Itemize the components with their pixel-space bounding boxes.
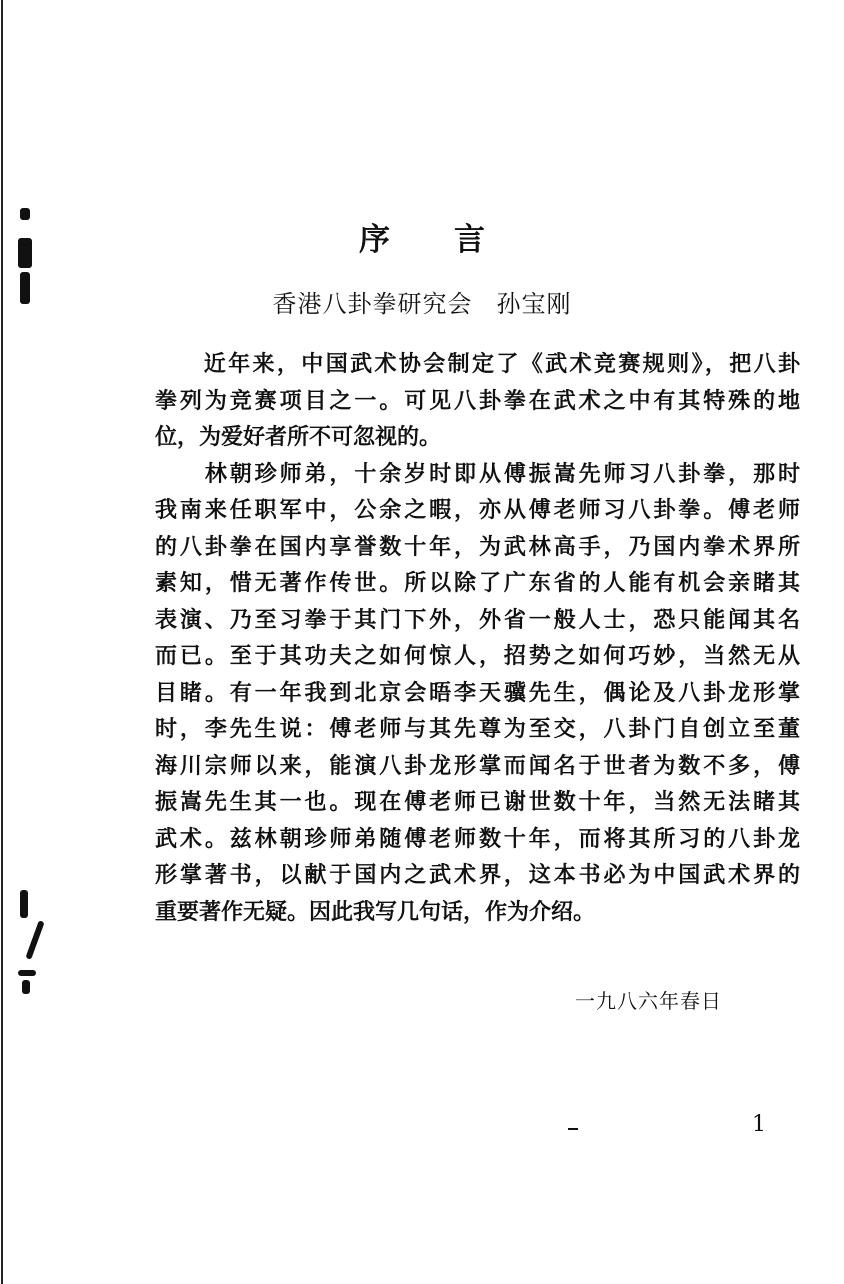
- binding-mark: [18, 970, 36, 976]
- footer-dash: [568, 1128, 578, 1130]
- title-left: 序: [359, 222, 390, 258]
- page-number: 1: [752, 1112, 766, 1137]
- author-line: [0, 284, 844, 319]
- text-line: 的八卦拳在国内享誉数十年，为武林高手，乃国内拳术界所: [155, 533, 800, 560]
- text-line: 近年来，中国武术协会制定了《武术竞赛规则》，把八卦: [155, 351, 800, 377]
- author-name: 孙宝刚: [496, 290, 572, 318]
- text-line: 武术。兹林朝珍师弟随傅老师数十年，而将其所习的八卦龙: [155, 825, 800, 852]
- page-edge: [1, 0, 3, 1284]
- text-line: 时，李先生说：傅老师与其先尊为至交，八卦门自创立至董: [155, 716, 800, 742]
- text-line: 拳列为竞赛项目之一。可见八卦拳在武术之中有其特殊的地: [155, 387, 800, 414]
- text-line: 林朝珍师弟，十余岁时即从傅振嵩先师习八卦拳，那时: [155, 460, 800, 487]
- text-line: 我南来任职军中，公余之暇，亦从傅老师习八卦拳。傅老师: [155, 497, 800, 523]
- text-line: 而已。至于其功夫之如何惊人，招势之如何巧妙，当然无从: [155, 643, 800, 669]
- text-line: 位，为爱好者所不可忽视的。: [155, 424, 442, 450]
- binding-mark: [20, 890, 28, 918]
- binding-mark: [25, 920, 44, 960]
- text-line: 素知，惜无著作传世。所以除了广东省的人能有机会亲睹其: [155, 570, 800, 596]
- page-title: [0, 214, 844, 259]
- binding-marks: [8, 200, 48, 1020]
- text-line: 形掌著书，以献于国内之武术界，这本书必为中国武术界的: [155, 862, 800, 888]
- signature-date: 一九八六年春日: [575, 989, 722, 1013]
- title-right: 言: [454, 222, 485, 258]
- text-line: 重要著作无疑。因此我写几句话，作为介绍。: [155, 898, 596, 925]
- text-line: 表演、乃至习拳于其门下外，外省一般人士，恐只能闻其名: [155, 606, 800, 633]
- text-line: 目睹。有一年我到北京会晤李天骥先生，偶论及八卦龙形掌: [155, 679, 800, 706]
- text-line: 海川宗师以来，能演八卦龙形掌而闻名于世者为数不多，傅: [155, 752, 800, 779]
- binding-mark: [22, 980, 30, 994]
- author-org: 香港八卦拳研究会: [272, 290, 473, 318]
- text-line: 振嵩先生其一也。现在傅老师已谢世数十年，当然无法睹其: [155, 789, 800, 815]
- preface-body: [155, 346, 800, 930]
